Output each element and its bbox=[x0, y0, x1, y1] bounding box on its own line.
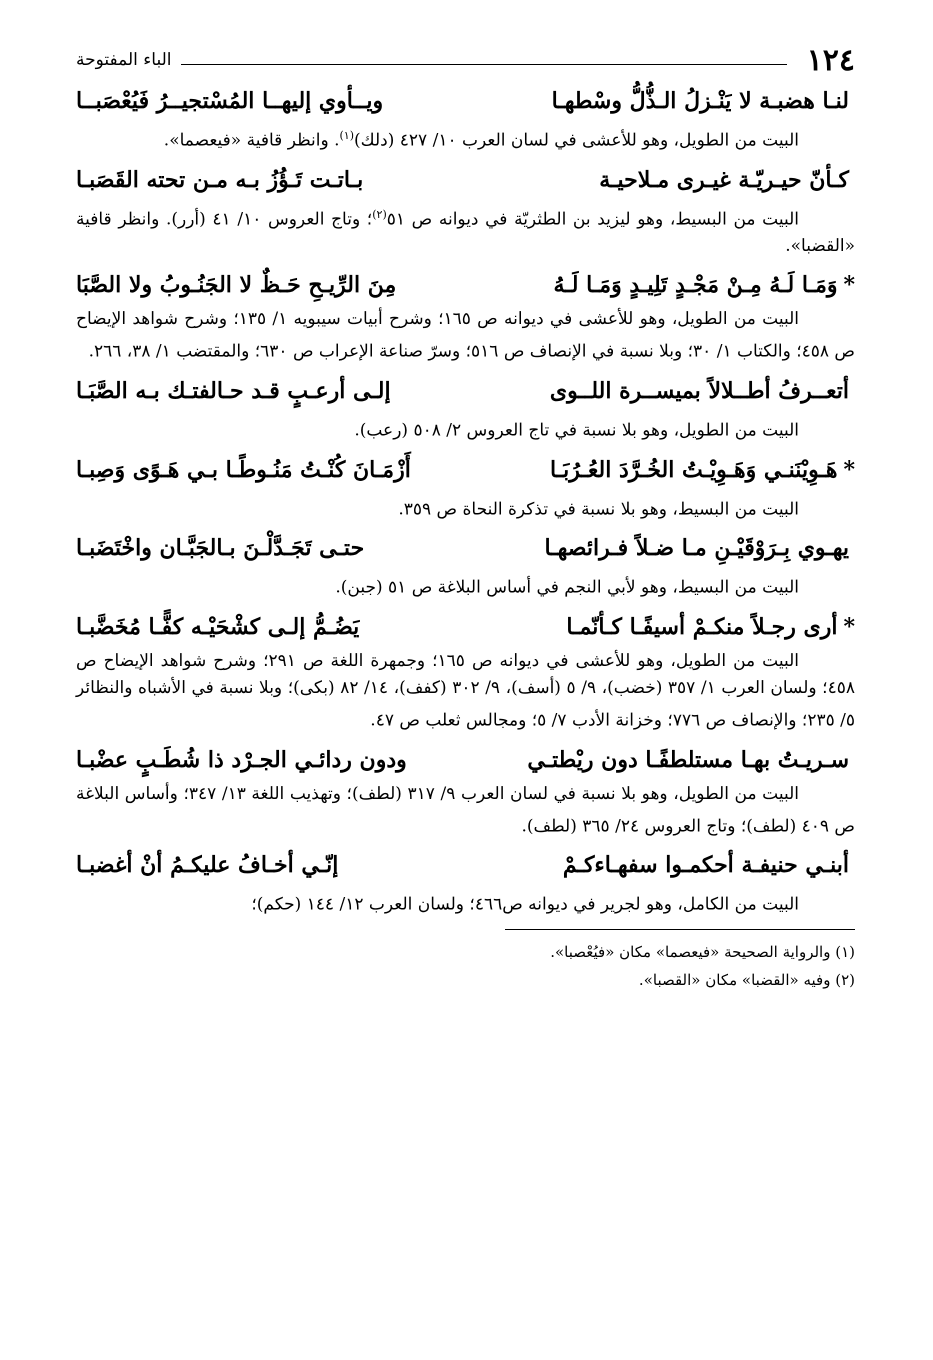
verse-commentary bbox=[76, 648, 855, 735]
first-hemistich bbox=[554, 264, 855, 306]
first-hemistich-text: أتعــرفُ أطــلالاً بميســرة اللــوى bbox=[549, 377, 849, 404]
verse-commentary bbox=[76, 886, 855, 919]
first-hemistich-text: وَمَـا لَـهُ مِـنْ مَجْـدٍ تَلِيـدٍ وَمَـا لَـهُ bbox=[553, 272, 838, 299]
footnote-rule bbox=[505, 929, 855, 930]
first-hemistich-text: كـأنّ حيـريّـة غيـرى مـلاحيـة bbox=[599, 166, 849, 193]
second-hemistich: إلـى أرعـبٍ قـد حـالفتـك بـه الصَّبَـا bbox=[76, 377, 391, 404]
verse-entry bbox=[76, 844, 855, 919]
first-hemistich bbox=[527, 739, 855, 781]
first-hemistich bbox=[550, 370, 855, 412]
footnote-ref: (١) bbox=[339, 129, 355, 142]
commentary-text: البيت من الطويل، وهو بلا نسبة في لسان العرب ٩/ ٣١٧ (لطف)؛ وتهذيب اللغة ١٣/ ٣٤٧؛ وأساس البلاغة ص ٤٠٩ (لطف)؛ وتاج العروس ٢٤/ ٣٦٥ (لطف). bbox=[76, 783, 855, 837]
page-header bbox=[76, 40, 855, 80]
verse-line bbox=[76, 264, 855, 306]
verse-commentary bbox=[76, 491, 855, 524]
verse-entry bbox=[76, 264, 855, 366]
verse-entry bbox=[76, 527, 855, 602]
verse-commentary bbox=[76, 306, 855, 366]
verse-entry bbox=[76, 739, 855, 841]
footnote: (٢) وفيه «القضبا» مكان «القصبا». bbox=[638, 970, 855, 989]
second-hemistich: ودون ردائـي الجـرْد ذا شُطَـبٍ عضْبـا bbox=[76, 746, 407, 773]
page-number: ١٢٤ bbox=[806, 42, 855, 78]
first-hemistich bbox=[563, 844, 855, 886]
verse-line bbox=[76, 370, 855, 412]
second-hemistich: إنّـي أخـافُ عليكـمُ أنْ أغضبـا bbox=[76, 852, 339, 879]
second-hemistich: حتـى تَجَـدَّلْـنَ بـالجَبَّـان واخْتَضَبـا bbox=[76, 535, 365, 562]
commentary-text: البيت من البسيط، وهو بلا نسبة في تذكرة النحاة ص ٣٥٩. bbox=[398, 499, 799, 520]
second-hemistich: مِنَ الرِّيـحِ حَـظٌ لا الجَنُـوبُ ولا الصَّبَا bbox=[76, 272, 397, 299]
footnotes bbox=[76, 938, 855, 994]
commentary-text: البيت من الطويل، وهو للأعشى في ديوانه ص ١٦٥؛ وشرح أبيات سيبويه ١/ ١٣٥؛ وشرح شواهد الإيضاح ص ٤٥٨؛ والكتاب ١/ ٣٠؛ وبلا نسبة في الإنصاف ص ٥١٦؛ وسرّ صناعة الإعراب ص ٦٣٠؛ والمقتضب ١/ ٣٨، ٢٦٦. bbox=[76, 309, 855, 362]
verse-line bbox=[76, 527, 855, 569]
verse-entry bbox=[76, 606, 855, 735]
commentary-text: البيت من الطويل، وهو للأعشى في لسان العرب ١٠/ ٤٢٧ (دلك) bbox=[354, 130, 799, 151]
second-hemistich: بـاتـت تَـؤُزُ بـه مـن تحته القَصَبـا bbox=[76, 166, 364, 193]
star-marker: * bbox=[843, 456, 855, 483]
commentary-text: البيت من الكامل، وهو لجرير في ديوانه ص٤٦٦؛ ولسان العرب ١٢/ ١٤٤ (حكم)؛ bbox=[251, 894, 799, 915]
entries bbox=[76, 80, 855, 919]
commentary-text: البيت من الطويل، وهو بلا نسبة في تاج العروس ٢/ ٥٠٨ (رعب). bbox=[354, 420, 799, 441]
commentary-text-after: ؛ وتاج العروس ١٠/ ٤١ (أرر). وانظر قافية «القضبا». bbox=[76, 209, 855, 257]
second-hemistich: يَضُـمُّ إلـى كشْحَيْـه كفًّـا مُخَضَّبـا bbox=[76, 613, 360, 640]
footnote: (١) والرواية الصحيحة «فيعصما» مكان «فيُعْصبا». bbox=[550, 942, 855, 961]
first-hemistich bbox=[550, 449, 855, 491]
first-hemistich-text: سـريـتُ بهـا مستلطفًـا دون ريْطتـي bbox=[527, 746, 849, 773]
first-hemistich-text: هَـوِيْنَنـي وَهَـوِيْـتُ الخُـرَّدَ العُـرُبَـا bbox=[550, 456, 838, 483]
first-hemistich bbox=[545, 527, 856, 569]
verse-entry bbox=[76, 370, 855, 445]
commentary-text: البيت من البسيط، وهو لأبي النجم في أساس البلاغة ص ٥١ (جبن). bbox=[335, 577, 799, 598]
first-hemistich bbox=[566, 606, 855, 648]
first-hemistich-text: أبنـي حنيفـة أحكمـوا سفهـاءكـمْ bbox=[562, 852, 849, 879]
commentary-text: البيت من الطويل، وهو للأعشى في ديوانه ص ١٦٥؛ وجمهرة اللغة ص ٢٩١؛ وشرح شواهد الإيضاح ص ٤٥٨؛ ولسان العرب ١/ ٣٥٧ (خضب)، ٩/ ٥ (أسف)، ٩/ ٣٠٢ (كفف)، ١٤/ ٨٢ (بكى)؛ وبلا نسبة في الأشباه والنظائر ٥/ ٢٣٥؛ والإنصاف ص ٧٧٦؛ وخزانة الأدب ٧/ ٥؛ ومجالس ثعلب ص ٤٧. bbox=[76, 650, 855, 731]
verse-commentary bbox=[76, 201, 855, 261]
verse-commentary bbox=[76, 569, 855, 602]
first-hemistich-text: يهـوي بِـرَوْقَيْـنِ مـا ضـلاً فـرائصهـا bbox=[544, 535, 849, 562]
footnote-ref: (٢) bbox=[372, 207, 387, 221]
verse-line bbox=[76, 844, 855, 886]
verse-entry bbox=[76, 449, 855, 524]
first-hemistich-text: لنـا هضبـة لا يَنْـزلُ الـذُّلُّ وسْطهـا bbox=[551, 88, 849, 114]
verse-commentary bbox=[76, 122, 855, 155]
verse-entry bbox=[76, 159, 855, 261]
star-marker: * bbox=[843, 613, 855, 640]
first-hemistich bbox=[599, 159, 855, 201]
verse-entry bbox=[76, 80, 855, 155]
first-hemistich bbox=[552, 80, 855, 122]
header-rule bbox=[181, 64, 786, 65]
verse-commentary bbox=[76, 781, 855, 841]
verse-line bbox=[76, 449, 855, 491]
verse-commentary bbox=[76, 412, 855, 445]
verse-line bbox=[76, 739, 855, 781]
running-title: الباء المفتوحة bbox=[76, 50, 172, 70]
verse-line bbox=[76, 80, 855, 122]
commentary-text-after: . وانظر قافية «فيعصما». bbox=[163, 130, 340, 151]
second-hemistich: أَزْمَـانَ كُنْـتُ مَنُـوطًـا بـي هَـوًى وَصِبـا bbox=[76, 456, 411, 483]
first-hemistich-text: أرى رجـلاً منكـمْ أسيفًـا كـأنّمـا bbox=[566, 613, 838, 640]
star-marker: * bbox=[843, 272, 855, 299]
verse-line bbox=[76, 606, 855, 648]
second-hemistich: ويــأوي إليهــا المُسْتجيــرُ فَيُعْصَبــا bbox=[76, 88, 384, 114]
commentary-text: البيت من البسيط، وهو ليزيد بن الطثريّة في ديوانه ص ٥١ bbox=[386, 209, 799, 230]
verse-line bbox=[76, 159, 855, 201]
